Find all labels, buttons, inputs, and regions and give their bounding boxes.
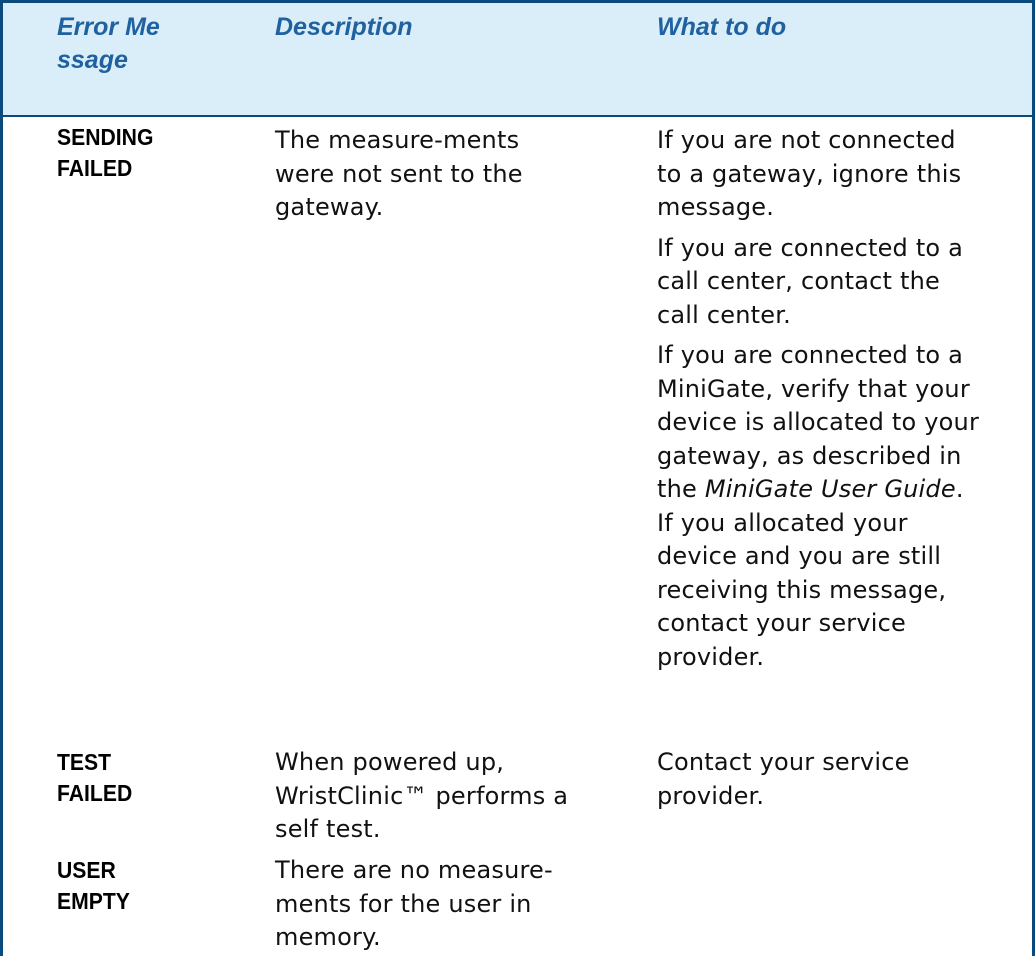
todo-paragraph: If you are connected to a call center, contact the call center.: [657, 233, 964, 329]
row-sending-failed-code: [57, 122, 204, 184]
row-sending-failed-what-to-do: [657, 124, 987, 674]
header-what-to-do: What to do: [657, 13, 787, 41]
row-user-empty-description: There are no measure-ments for the user in memory.: [275, 856, 553, 951]
todo-paragraph: If you are not connected to a gateway, ignore this message.: [657, 126, 962, 221]
todo-paragraph: [657, 339, 987, 674]
row-test-failed-what-to-do: Contact your service provider.: [657, 748, 910, 810]
guide-title: MiniGate User Guide: [704, 475, 956, 503]
code-line: EMPTY: [57, 888, 130, 914]
header-description: Description: [275, 13, 413, 41]
todo-text: . If you allocated your device and you are still receiving this message, contact your service provider.: [657, 475, 964, 671]
code-line: FAILED: [57, 780, 133, 806]
code-line: SENDING: [57, 124, 154, 150]
row-sending-failed-description: The measure-ments were not sent to the gateway.: [275, 126, 523, 221]
code-line: USER: [57, 857, 116, 883]
row-test-failed-code: [57, 747, 204, 809]
table-header-row: [3, 3, 1032, 117]
header-error-message: Error Message: [57, 13, 160, 74]
code-line: FAILED: [57, 155, 133, 181]
row-user-empty-code: [57, 855, 204, 917]
code-line: TEST: [57, 749, 112, 775]
todo-text: If you are connected to a MiniGate, verify that your device is allocated to your gateway, as described in the: [657, 341, 980, 503]
row-test-failed-description: When powered up, WristClinic™ performs a self test.: [275, 748, 569, 843]
